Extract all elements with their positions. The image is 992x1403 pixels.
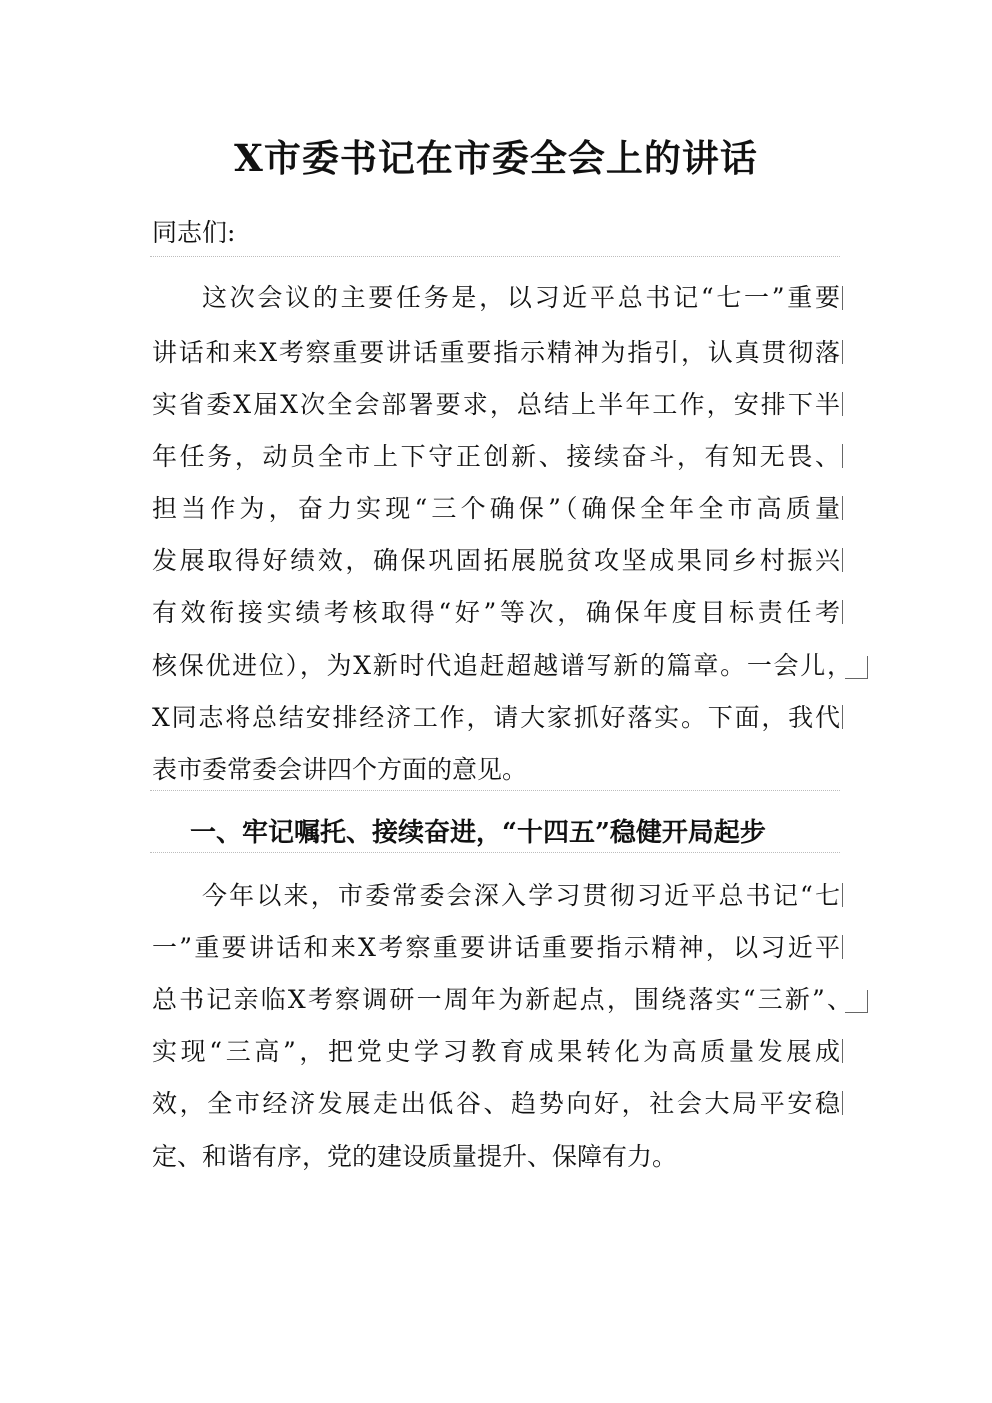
paragraph-line: 发展取得好绩效，确保巩固拓展脱贫攻坚成果同乡村振兴	[152, 546, 840, 575]
greeting: 同志们:	[152, 218, 236, 247]
paragraph-line: X同志将总结安排经济工作，请大家抓好落实。下面，我代	[152, 703, 840, 732]
paragraph-line: 实现“三高”，把党史学习教育成果转化为高质量发展成	[152, 1037, 840, 1066]
paragraph-line: 总书记亲临X考察调研一周年为新起点，围绕落实“三新”、	[152, 985, 852, 1014]
line-end-mark	[842, 935, 843, 959]
dotted-divider	[150, 790, 840, 791]
paragraph-line: 效，全市经济发展走出低谷、趋势向好，社会大局平安稳	[152, 1089, 840, 1118]
document-title: X市委书记在市委全会上的讲话	[234, 136, 758, 180]
line-end-mark	[845, 990, 868, 1013]
paragraph-line: 年任务，动员全市上下守正创新、接续奋斗，有知无畏、	[152, 442, 840, 471]
paragraph-line: 实省委X届X次全会部署要求，总结上半年工作，安排下半	[152, 390, 840, 419]
line-end-mark	[842, 496, 843, 520]
paragraph-line: 讲话和来X考察重要讲话重要指示精神为指引，认真贯彻落	[152, 338, 840, 367]
line-end-mark	[842, 548, 843, 572]
paragraph-line: 这次会议的主要任务是，以习近平总书记“七一”重要	[202, 283, 840, 312]
paragraph-line: 核保优进位），为X新时代追赶超越谱写新的篇章。一会儿，	[152, 651, 852, 680]
line-end-mark	[842, 705, 843, 729]
paragraph-line: 有效衔接实绩考核取得“好”等次，确保年度目标责任考	[152, 598, 840, 627]
section-heading: 一、牢记嘱托、接续奋进，“十四五”稳健开局起步	[190, 818, 766, 848]
paragraph-line: 今年以来，市委常委会深入学习贯彻习近平总书记“七	[202, 881, 840, 910]
line-end-mark	[842, 444, 843, 468]
line-end-mark	[842, 883, 843, 907]
dotted-divider	[150, 256, 840, 257]
dotted-divider	[150, 852, 840, 853]
line-end-mark	[842, 1039, 843, 1063]
line-end-mark	[842, 340, 843, 364]
paragraph-line: 担当作为，奋力实现“三个确保”（确保全年全市高质量	[152, 494, 840, 523]
paragraph-line: 一”重要讲话和来X考察重要讲话重要指示精神，以习近平	[152, 933, 840, 962]
line-end-mark	[842, 600, 843, 624]
line-end-mark	[842, 392, 843, 416]
line-end-mark	[842, 1091, 843, 1115]
line-end-mark	[845, 656, 868, 679]
paragraph-line: 表市委常委会讲四个方面的意见。	[152, 755, 528, 784]
paragraph-line: 定、和谐有序，党的建设质量提升、保障有力。	[152, 1142, 678, 1171]
line-end-mark	[842, 286, 843, 310]
